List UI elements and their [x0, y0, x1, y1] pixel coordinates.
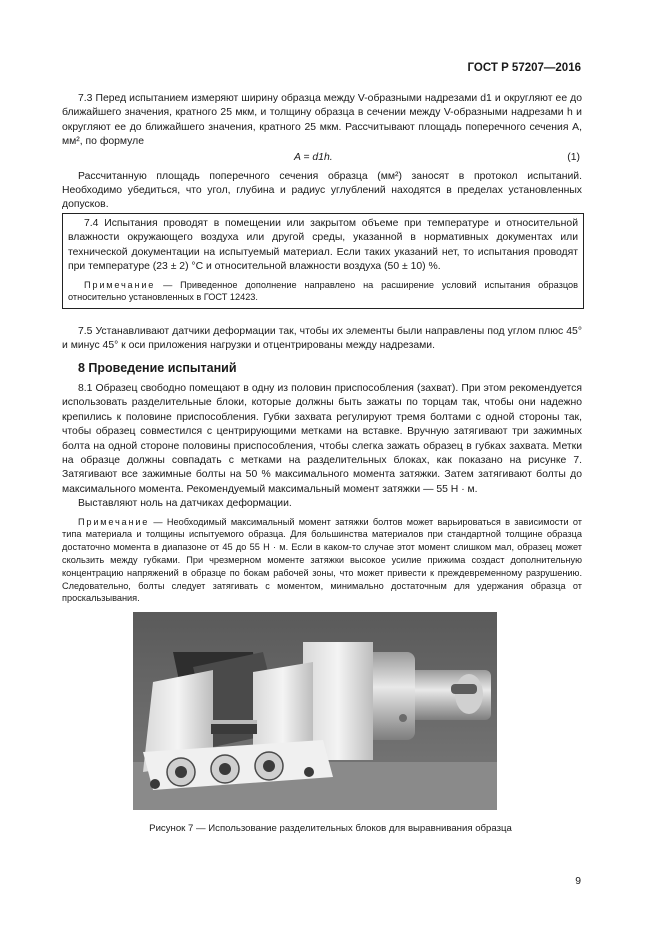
paragraph-8-1-b: Выставляют ноль на датчиках деформации.	[78, 498, 292, 510]
section-8	[62, 361, 582, 605]
paragraph-7-5: 7.5 Устанавливают датчики деформации так, чтобы их элементы были направлены под углом плюс 45° и минус 45° к оси приложения нагрузки и отцентрированы между надрезами.	[62, 326, 582, 352]
figure-caption: Рисунок 7 — Использование разделительных блоков для выравнивания образца	[149, 823, 512, 834]
note-label: Примечание	[84, 279, 156, 290]
paragraph-7-3: 7.3 Перед испытанием измеряют ширину образца между V-образными надрезами d1 и округляют ее до ближайшего значения, кратного 25 мкм, и толщину образца в сечении между V-образными надрезами h и округляют ее до ближайшего значения, кратного 25 мкм. Рассчитывают площадь поперечного сечения A, мм², по формуле	[62, 93, 582, 148]
note-text: — Приведенное дополнение направлено на расширение условий испытания образцов относительно установленных в ГОСТ 12423.	[68, 279, 578, 303]
note-text: — Необходимый максимальный момент затяжки болтов может варьироваться в зависимости от типа материала и толщины испытуемого образца. Для большинства материалов при стандартной толщине образца достаточно момента в диапазоне от 45 до 55 Н · м. Если в каком-то случае этот момент слишком мал, образец может скользить между губками. При чрезмерном моменте затяжки высокое усилие прижима создаст дополнительную концентрацию напряжений в образце по бокам рабочей зоны, что может привести к преждевременному разрушению. Следовательно, болты следует затягивать с моментом, минимально достаточным для удержания образца от проскальзывания.	[62, 516, 582, 604]
figure-7-photo	[133, 612, 497, 810]
formula-number: (1)	[567, 151, 580, 163]
formula-expression: A = d1h.	[294, 151, 333, 163]
paragraph-8-1: 8.1 Образец свободно помещают в одну из половин приспособления (захват). При этом рекомендуется использовать разделительные блоки, которые должны быть зажаты по торцам так, чтобы они надежно крепились к половине приспособления. Губки захвата регулируют тремя болтами с одной стороны так, чтобы образец совместился с центрирующими метками на вставке. Вручную затягивают три зажимных болта на одной стороне половины приспособления, чтобы слегка зажать образец в губках захвата. Метки на образце должны совпадать с метками на разделительных блоках, как показано на рисунке 7. Затягивают все зажимные болты на 50 % максимального момента затяжки. Затем затягивают болты до максимального момента. Рекомендуемый максимальный момент затяжки — 55 Н · м.	[62, 383, 582, 495]
section-7-5	[62, 325, 582, 354]
note-8-1	[62, 516, 582, 606]
grip-fixture-image	[133, 612, 497, 810]
page-number: 9	[575, 876, 581, 887]
paragraph-7-4: 7.4 Испытания проводят в помещении или закрытом объеме при температуре и относительной влажности окружающего воздуха или другой среды, указанной в нормативных документах или технической документации на испытуемый материал. Если таких указаний нет, то испытания проводят при температуре (23 ± 2) °С и относительной влажности воздуха (50 ± 10) %.	[68, 218, 578, 273]
paragraph-7-3-b: Рассчитанную площадь поперечного сечения образца (мм²) заносят в протокол испытаний. Необходимо убедиться, что угол, глубина и радиус углублений находятся в пределах установленных допусков.	[62, 170, 582, 211]
section-7-4-box	[62, 213, 584, 309]
document-id: ГОСТ Р 57207—2016	[467, 62, 581, 74]
formula-1	[62, 152, 582, 167]
note-7-4	[68, 279, 578, 305]
note-label: Примечание	[78, 516, 150, 527]
section-heading: 8 Проведение испытаний	[78, 361, 237, 375]
section-7-3	[62, 92, 582, 213]
